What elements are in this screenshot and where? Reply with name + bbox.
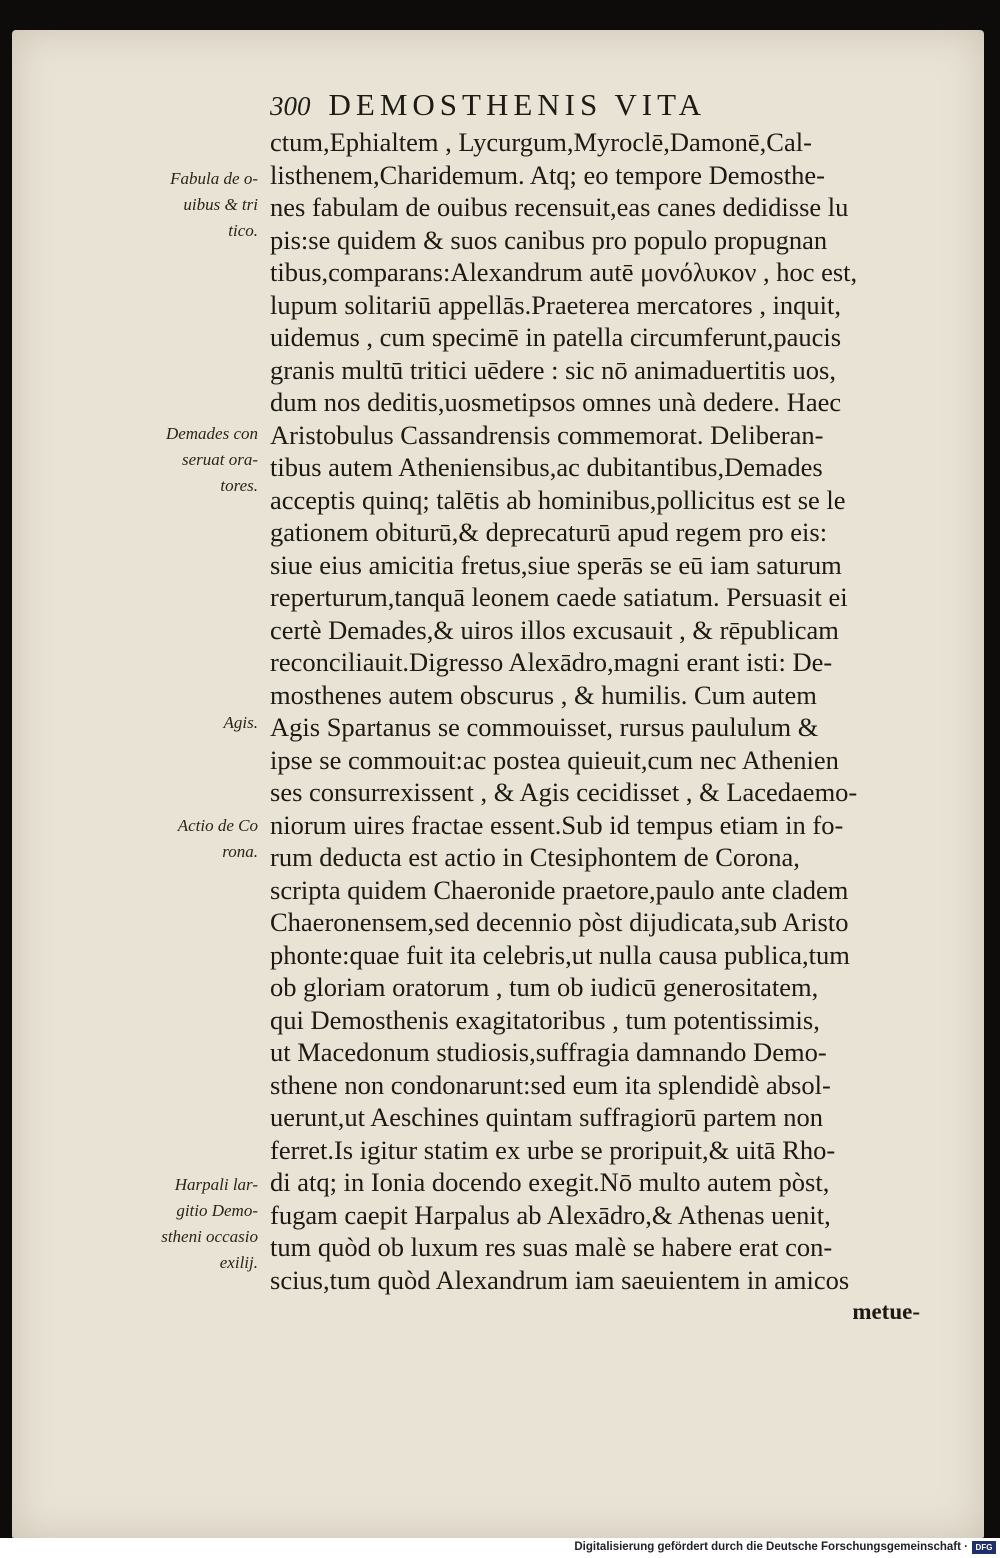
text-line: ob gloriam oratorum , tum ob iudicū generositatem,	[270, 972, 819, 1002]
digitization-footer	[0, 1538, 1000, 1558]
margin-note-harpali	[128, 1172, 258, 1276]
text-line: phonte:quae fuit ita celebris,ut nulla causa publica,tum	[270, 939, 850, 970]
margin-note-fabula	[128, 166, 258, 244]
margin-note-line: gitio Demo-	[176, 1201, 258, 1220]
margin-note-line: Demades con	[165, 424, 258, 443]
text-line: uidemus , cum specimē in patella circumferunt,paucis	[270, 322, 842, 352]
margin-note-demades	[128, 421, 258, 499]
margin-note-line: Agis.	[223, 713, 258, 732]
text-line: ctum,Ephialtem , Lycurgum,Myroclē,Damonē,Cal-	[270, 127, 812, 157]
text-line: siue eius amicitia fretus,siue sperās se eū iam saturum	[270, 549, 842, 580]
dfg-logo-icon: DFG	[972, 1541, 996, 1554]
text-line: listhenem,Charidemum. Atq; eo tempore Demosthe-	[270, 159, 825, 190]
margin-note-line: tores.	[220, 476, 258, 495]
text-line: reperturum,tanquā leonem caede satiatum. Persuasit ei	[270, 582, 848, 612]
text-line: sthene non condonarunt:sed eum ita splendidè absol-	[270, 1069, 831, 1100]
text-line: mosthenes autem obscurus , & humilis. Cum autem	[270, 679, 817, 710]
catchword: metue-	[852, 1299, 920, 1324]
page-number: 300	[270, 91, 311, 121]
text-line: tibus autem Atheniensibus,ac dubitantibus,Demades	[270, 452, 823, 482]
text-line: ferret.Is igitur statim ex urbe se proripuit,& uitā Rho-	[270, 1134, 836, 1165]
text-line: gationem obiturū,& deprecaturū apud regem pro eis:	[270, 517, 828, 547]
text-line: acceptis quinq; talētis ab hominibus,pollicitus est se le	[270, 484, 846, 515]
text-line: ut Macedonum studiosis,suffragia damnando Demo-	[270, 1037, 827, 1067]
text-line: reconciliauit.Digresso Alexādro,magni erant isti: De-	[270, 647, 833, 677]
text-line: ses consurrexissent , & Agis cecidisset , & Lacedaemo-	[270, 777, 858, 807]
margin-note-line: exilij.	[219, 1253, 258, 1272]
text-line: scripta quidem Chaeronide praetore,paulo ante cladem	[270, 874, 849, 905]
margin-note-actio	[128, 813, 258, 865]
margin-note-line: seruat ora-	[181, 450, 258, 469]
text-line: qui Demosthenis exagitatoribus , tum potentissimis,	[270, 1004, 820, 1035]
text-line: lupum solitariū appellās.Praeterea mercatores , inquit,	[270, 289, 842, 320]
main-text-block	[270, 126, 920, 1329]
margin-note-line: stheni occasio	[161, 1227, 258, 1246]
text-line: Chaeronensem,sed decennio pòst dijudicata,sub Aristo	[270, 907, 849, 937]
margin-note-agis	[128, 710, 258, 736]
text-line: pis:se quidem & suos canibus pro populo propugnan	[270, 224, 828, 255]
text-line: ipse se commouit:ac postea quieuit,cum nec Athenien	[270, 744, 839, 775]
text-line: nes fabulam de ouibus recensuit,eas canes dedidisse lu	[270, 192, 849, 222]
text-line: uerunt,ut Aeschines quintam suffragiorū partem non	[270, 1102, 823, 1132]
text-line: tum quòd ob luxum res suas malè se habere erat con-	[270, 1232, 833, 1262]
text-line: Aristobulus Cassandrensis commemorat. Deliberan-	[270, 419, 824, 450]
text-line: scius,tum quòd Alexandrum iam saeuientem in amicos	[270, 1264, 850, 1295]
text-line: granis multū tritici uēdere : sic nō animaduertitis uos,	[270, 354, 836, 385]
text-line: certè Demades,& uiros illos excusauit , & rēpublicam	[270, 614, 839, 645]
text-line: Agis Spartanus se commouisset, rursus paululum &	[270, 712, 819, 742]
running-title: DEMOSTHENIS VITA	[328, 87, 706, 122]
margin-note-line: uibus & tri	[183, 195, 258, 214]
running-header	[270, 87, 830, 123]
footer-credit: Digitalisierung gefördert durch die Deutsche Forschungsgemeinschaft ·	[574, 1541, 968, 1553]
text-line: niorum uires fractae essent.Sub id tempus etiam in fo-	[270, 809, 844, 840]
margin-note-line: tico.	[228, 221, 258, 240]
margin-note-line: Fabula de o-	[170, 169, 258, 188]
text-line: dum nos deditis,uosmetipsos omnes unà dedere. Haec	[270, 387, 842, 417]
text-line: di atq; in Ionia docendo exegit.Nō multo autem pòst,	[270, 1167, 830, 1197]
text-line: fugam caepit Harpalus ab Alexādro,& Athenas uenit,	[270, 1199, 831, 1230]
margin-note-line: rona.	[222, 842, 258, 861]
text-line: rum deducta est actio in Ctesiphontem de Corona,	[270, 842, 800, 872]
margin-note-line: Actio de Co	[177, 816, 258, 835]
text-line: tibus,comparans:Alexandrum autē μονόλυκον , hoc est,	[270, 257, 858, 287]
margin-note-line: Harpali lar-	[174, 1175, 258, 1194]
